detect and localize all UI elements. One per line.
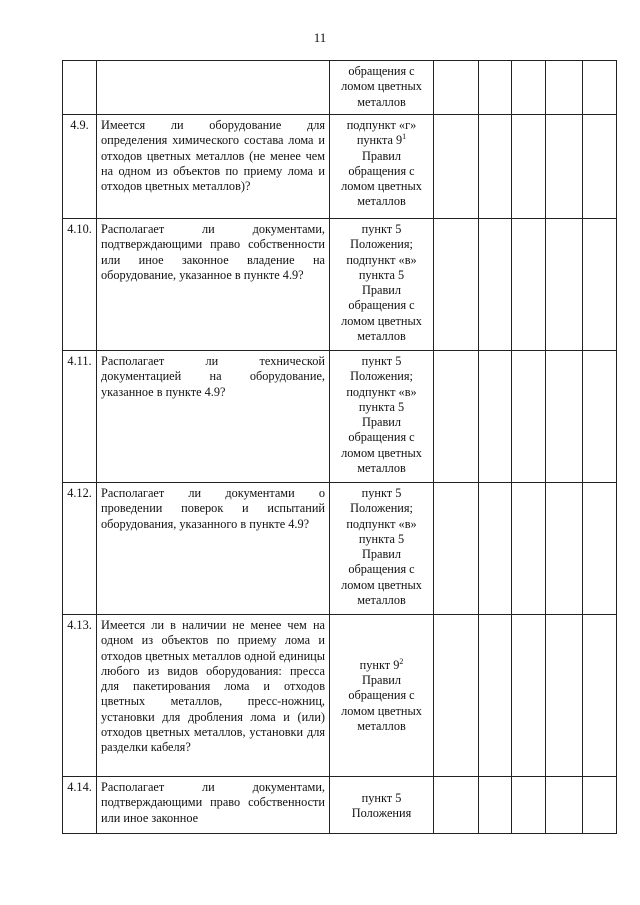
- empty-cell: [479, 777, 512, 834]
- table-row: [63, 115, 617, 219]
- empty-cell: [546, 61, 583, 115]
- empty-cell: [583, 351, 617, 483]
- page-number: 11: [313, 30, 327, 45]
- row-number: [63, 61, 97, 115]
- question-cell: Имеется ли в наличии не менее чем на одном из объектов по приему лома и отходов цветных металлов одной единицы любого из видов оборудования: пресса для пакетирования лома и отходов цветных металлов, пресс-ножниц, установки для дробления лома и (или) отходов цветных металлов, установки для разделки кабеля?: [97, 615, 330, 777]
- reference-line: пункт 5: [361, 791, 402, 805]
- reference-line: ломом цветных: [341, 445, 422, 460]
- table-row: [63, 615, 617, 777]
- empty-cell: [434, 615, 479, 777]
- row-number: 4.12.: [63, 483, 97, 615]
- question-cell: Имеется ли оборудование для определения химического состава лома и отходов цветных металлов (не менее чем на одном из объектов по приему лома и отходов цветных металлов)?: [97, 115, 330, 219]
- empty-cell: [434, 61, 479, 115]
- reference-line: Правил: [361, 283, 401, 298]
- reference-line: подпункт «в»: [346, 384, 417, 399]
- reference-line: пункт 5: [361, 354, 402, 368]
- empty-cell: [583, 615, 617, 777]
- checklist-table: [62, 60, 617, 834]
- reference-cell: [330, 777, 434, 834]
- empty-cell: [512, 351, 546, 483]
- row-number: 4.13.: [63, 615, 97, 777]
- empty-cell: [512, 483, 546, 615]
- reference-line: металлов: [357, 329, 406, 344]
- reference-line: Положения: [351, 806, 412, 821]
- empty-cell: [434, 351, 479, 483]
- reference-line: подпункт «в»: [346, 252, 417, 267]
- table-row: [63, 61, 617, 115]
- reference-line: обращения с: [348, 562, 415, 577]
- reference-line: ломом цветных: [341, 79, 422, 94]
- reference-line: подпункт «в»: [346, 516, 417, 531]
- reference-line: Положения;: [350, 237, 413, 252]
- empty-cell: [546, 115, 583, 219]
- row-number: 4.14.: [63, 777, 97, 834]
- footnote-mark: 1: [402, 132, 407, 142]
- question-cell: Располагает ли технической документацией на оборудование, указанное в пункте 4.9?: [97, 351, 330, 483]
- empty-cell: [512, 61, 546, 115]
- row-number: 4.10.: [63, 219, 97, 351]
- reference-line: Правил: [361, 415, 401, 430]
- empty-cell: [434, 115, 479, 219]
- empty-cell: [546, 219, 583, 351]
- reference-line: металлов: [357, 718, 406, 733]
- empty-cell: [479, 351, 512, 483]
- reference-line: Правил: [361, 148, 401, 163]
- question-cell: Располагает ли документами, подтверждающими право собственности или иное законное: [97, 777, 330, 834]
- empty-cell: [434, 219, 479, 351]
- row-number: 4.9.: [63, 115, 97, 219]
- question-cell: Располагает ли документами о проведении поверок и испытаний оборудования, указанного в пункте 4.9?: [97, 483, 330, 615]
- reference-line: обращения с: [348, 688, 415, 703]
- reference-line: пункта $9^1$: [356, 132, 407, 148]
- empty-cell: [546, 615, 583, 777]
- reference-line: ломом цветных: [341, 577, 422, 592]
- reference-line: обращения с: [348, 163, 415, 178]
- empty-cell: [512, 219, 546, 351]
- empty-cell: [546, 351, 583, 483]
- reference-line: металлов: [357, 461, 406, 476]
- question-cell: Располагает ли документами, подтверждающими право собственности или иное законное владение на оборудование, указанное в пункте 4.9?: [97, 219, 330, 351]
- reference-line: ломом цветных: [341, 313, 422, 328]
- table-row: [63, 777, 617, 834]
- reference-line: ломом цветных: [341, 703, 422, 718]
- reference-line: металлов: [357, 194, 406, 209]
- reference-line: металлов: [357, 593, 406, 608]
- empty-cell: [512, 777, 546, 834]
- footnote-mark: 2: [399, 656, 404, 666]
- table-row: [63, 351, 617, 483]
- empty-cell: [583, 61, 617, 115]
- reference-line: пункта 5: [358, 267, 405, 282]
- empty-cell: [546, 483, 583, 615]
- reference-cell: [330, 351, 434, 483]
- question-cell: [97, 61, 330, 115]
- empty-cell: [583, 777, 617, 834]
- reference-cell: [330, 115, 434, 219]
- empty-cell: [479, 115, 512, 219]
- table-row: [63, 219, 617, 351]
- reference-cell: [330, 219, 434, 351]
- empty-cell: [479, 615, 512, 777]
- reference-line: обращения с: [348, 298, 415, 313]
- empty-cell: [479, 61, 512, 115]
- reference-cell: [330, 615, 434, 777]
- empty-cell: [479, 483, 512, 615]
- reference-line: пункт 5: [361, 222, 402, 236]
- reference-line: Правил: [361, 547, 401, 562]
- reference-line: пункт 5: [361, 486, 402, 500]
- reference-line: пункта 5: [358, 531, 405, 546]
- reference-line: металлов: [357, 94, 406, 109]
- reference-line: Правил: [361, 673, 401, 688]
- empty-cell: [546, 777, 583, 834]
- reference-line: Положения;: [350, 501, 413, 516]
- reference-cell: [330, 61, 434, 115]
- empty-cell: [583, 115, 617, 219]
- reference-line: пункта 5: [358, 399, 405, 414]
- reference-cell: [330, 483, 434, 615]
- empty-cell: [479, 219, 512, 351]
- empty-cell: [434, 483, 479, 615]
- reference-line: ломом цветных: [341, 179, 422, 194]
- reference-line: Положения;: [350, 369, 413, 384]
- empty-cell: [434, 777, 479, 834]
- reference-line: обращения с: [348, 64, 415, 78]
- table-row: [63, 483, 617, 615]
- empty-cell: [512, 615, 546, 777]
- reference-line: подпункт «г»: [346, 118, 417, 132]
- reference-line: пункт $9^2$: [359, 656, 404, 672]
- empty-cell: [512, 115, 546, 219]
- empty-cell: [583, 483, 617, 615]
- reference-line: обращения с: [348, 430, 415, 445]
- row-number: 4.11.: [63, 351, 97, 483]
- empty-cell: [583, 219, 617, 351]
